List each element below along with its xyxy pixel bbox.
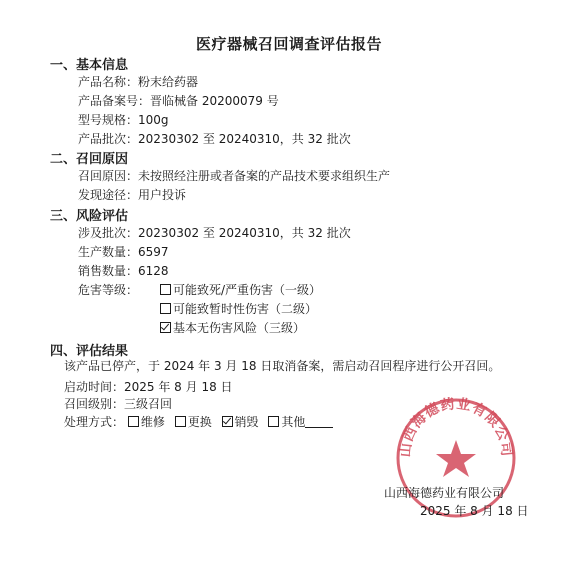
model-spec-row — [78, 111, 169, 128]
filing-number-label: 产品备案号： — [78, 94, 151, 108]
other-blank-line — [305, 427, 333, 428]
checkbox-checked-icon — [160, 322, 171, 333]
method-option-replace-label: 更换 — [187, 415, 212, 429]
product-batch-value: 20230302 至 20240310，共 32 批次 — [138, 132, 351, 146]
hazard-option-level3[interactable] — [160, 319, 305, 336]
sales-quantity-label: 销售数量： — [78, 264, 139, 278]
start-time-label: 启动时间： — [64, 380, 125, 394]
hazard-option-level2-label: 可能致暂时性伤害（二级） — [173, 302, 318, 316]
start-time-row — [64, 378, 233, 395]
recall-reason-value: 未按照经注册或者备案的产品技术要求组织生产 — [138, 169, 391, 183]
report-title: 医疗器械召回调查评估报告 — [195, 35, 382, 53]
product-batch-label: 产品批次： — [78, 132, 139, 146]
affected-batch-value: 20230302 至 20240310，共 32 批次 — [138, 226, 351, 240]
checkbox-unchecked-icon — [160, 284, 171, 295]
signature-company: 山西海德药业有限公司 — [384, 486, 505, 500]
product-name-value: 粉末给药器 — [138, 75, 199, 89]
discovery-route-row — [78, 186, 186, 203]
hazard-option-level1[interactable] — [160, 281, 321, 298]
filing-number-row — [78, 92, 279, 109]
seal-star-icon — [436, 440, 476, 477]
handling-method-row — [64, 413, 339, 430]
sales-quantity-row — [78, 262, 169, 279]
section-evaluation-result-heading: 四、评估结果 — [50, 344, 129, 359]
model-spec-value: 100g — [138, 113, 169, 127]
signature-date: 2025 年 8 月 18 日 — [420, 504, 529, 518]
section-risk-assessment-heading: 三、风险评估 — [50, 209, 129, 224]
production-quantity-row — [78, 243, 169, 260]
checkbox-checked-icon — [222, 416, 233, 427]
method-option-repair-label: 维修 — [140, 415, 165, 429]
recall-level-label: 召回级别： — [64, 397, 125, 411]
section-basic-info-heading: 一、基本信息 — [50, 58, 129, 73]
method-option-replace[interactable] — [175, 413, 212, 430]
affected-batch-row — [78, 224, 351, 241]
recall-level-value: 三级召回 — [124, 397, 173, 411]
method-option-repair[interactable] — [128, 413, 165, 430]
evaluation-result-paragraph: 该产品已停产，于 2024 年 3 月 18 日取消备案，需启动召回程序进行公开召回。 — [64, 359, 501, 373]
hazard-level-label: 危害等级： — [78, 283, 139, 297]
handling-method-label: 处理方式： — [64, 415, 125, 429]
product-name-row — [78, 73, 198, 90]
checkbox-unchecked-icon — [175, 416, 186, 427]
sales-quantity-value: 6128 — [138, 264, 169, 278]
discovery-route-label: 发现途径： — [78, 188, 139, 202]
production-quantity-value: 6597 — [138, 245, 169, 259]
recall-reason-row — [78, 167, 390, 184]
seal-text: 山西海德药业有限公司 — [397, 396, 515, 458]
method-option-other[interactable] — [268, 413, 333, 430]
checkbox-unchecked-icon — [160, 303, 171, 314]
production-quantity-label: 生产数量： — [78, 245, 139, 259]
hazard-option-level3-label: 基本无伤害风险（三级） — [173, 321, 306, 335]
checkbox-unchecked-icon — [128, 416, 139, 427]
model-spec-label: 型号规格： — [78, 113, 139, 127]
checkbox-unchecked-icon — [268, 416, 279, 427]
hazard-option-level1-label: 可能致死/严重伤害（一级） — [173, 283, 322, 297]
method-option-destroy[interactable] — [222, 413, 259, 430]
method-option-destroy-label: 销毁 — [234, 415, 259, 429]
product-batch-row — [78, 130, 351, 147]
method-option-other-label: 其他 — [281, 415, 306, 429]
recall-level-row — [64, 395, 172, 412]
start-time-value: 2025 年 8 月 18 日 — [124, 380, 233, 394]
affected-batch-label: 涉及批次： — [78, 226, 139, 240]
recall-reason-label: 召回原因： — [78, 169, 139, 183]
discovery-route-value: 用户投诉 — [138, 188, 187, 202]
filing-number-value: 晋临械备 20200079 号 — [150, 94, 279, 108]
product-name-label: 产品名称： — [78, 75, 139, 89]
section-recall-reason-heading: 二、召回原因 — [50, 152, 129, 167]
hazard-option-level2[interactable] — [160, 300, 317, 317]
